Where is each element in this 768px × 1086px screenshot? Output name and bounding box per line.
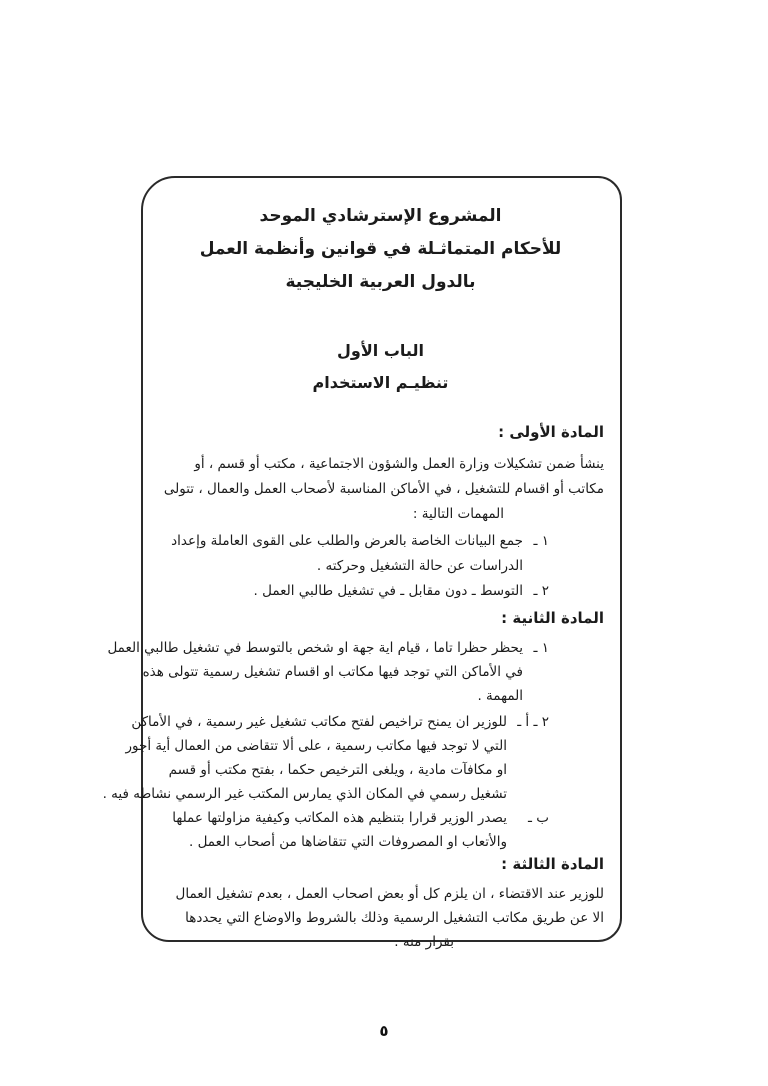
paragraph-line: ينشأ ضمن تشكيلات وزارة العمل والشؤون الاجتماعية ، مكتب أو قسم ، أو: [194, 456, 604, 472]
chapter-heading: [157, 335, 604, 399]
item-number: ٢ ـ: [533, 583, 549, 599]
title-line: بالدول العربية الخليجية: [285, 272, 476, 292]
title-line: للأحكام المتماثـلة في قوانين وأنظمة العمل: [199, 239, 562, 259]
article-3-paragraph: [157, 882, 604, 954]
article-1-heading: المادة الأولى :: [498, 423, 604, 441]
item-line: التي لا توجد فيها مكاتب رسمية ، على ألا تتقاضى من العمال أية أجور: [125, 738, 507, 754]
page-number: ٥: [379, 1022, 389, 1040]
chapter-title: الباب الأول: [337, 341, 424, 360]
item-line: تشغيل رسمي في المكان الذي يمارس المكتب غير الرسمي نشاطه فيه .: [102, 786, 507, 802]
item-number: ٢ ـ أ ـ: [517, 714, 549, 730]
item-number: ١ ـ: [533, 640, 549, 656]
item-line: للوزير ان يمنح تراخيص لفتح مكاتب تشغيل غير رسمية ، في الأماكن: [131, 714, 507, 730]
item-line: او مكافآت مادية ، ويلغى الترخيص حكما ، بفتح مكتب أو قسم: [168, 762, 507, 778]
document-title: [157, 200, 604, 299]
article-2-item-2a: [102, 710, 604, 806]
item-line: التوسط ـ دون مقابل ـ في تشغيل طالبي العمل .: [253, 583, 523, 599]
document-content: [102, 178, 620, 954]
paragraph-line: بقرار منه .: [394, 934, 454, 950]
item-line: يحظر حظرا تاما ، قيام اية جهة او شخص بالتوسط في تشغيل طالبي العمل: [107, 640, 523, 656]
article-1-item-1: [157, 529, 604, 579]
article-2-item-1: [107, 636, 604, 708]
article-1-paragraph: [157, 452, 604, 527]
article-3-heading: المادة الثالثة :: [501, 855, 604, 873]
item-line: جمع البيانات الخاصة بالعرض والطلب على القوى العاملة وإعداد: [171, 533, 523, 549]
item-number: ١ ـ: [533, 533, 549, 549]
paragraph-line: المهمات التالية :: [412, 506, 504, 522]
item-letter: ب ـ: [528, 810, 549, 826]
item-line: المهمة .: [477, 688, 523, 704]
item-line: الدراسات عن حالة التشغيل وحركته .: [316, 558, 523, 574]
article-1-item-2: [157, 579, 604, 604]
paragraph-line: للوزير عند الاقتضاء ، ان يلزم كل أو بعض اصحاب العمل ، بعدم تشغيل العمال: [175, 886, 604, 902]
chapter-subtitle: تنظيـم الاستخدام: [312, 373, 449, 392]
article-2-item-2b: [157, 806, 604, 854]
item-line: والأتعاب او المصروفات التي تتقاضاها من أصحاب العمل .: [188, 834, 507, 850]
document-frame: [102, 176, 622, 950]
paragraph-line: مكاتب أو اقسام للتشغيل ، في الأماكن المناسبة لأصحاب العمل والعمال ، تتولى: [163, 481, 604, 497]
article-2-heading: المادة الثانية :: [501, 609, 604, 627]
title-line: المشروع الإسترشادي الموحد: [259, 206, 502, 226]
paragraph-line: الا عن طريق مكاتب التشغيل الرسمية وذلك بالشروط والاوضاع التي يحددها: [185, 910, 604, 926]
item-line: في الأماكن التي توجد فيها مكاتب او اقسام تشغيل رسمية تتولى هذه: [142, 664, 523, 680]
item-line: يصدر الوزير قرارا بتنظيم هذه المكاتب وكيفية مزاولتها عملها: [172, 810, 507, 826]
